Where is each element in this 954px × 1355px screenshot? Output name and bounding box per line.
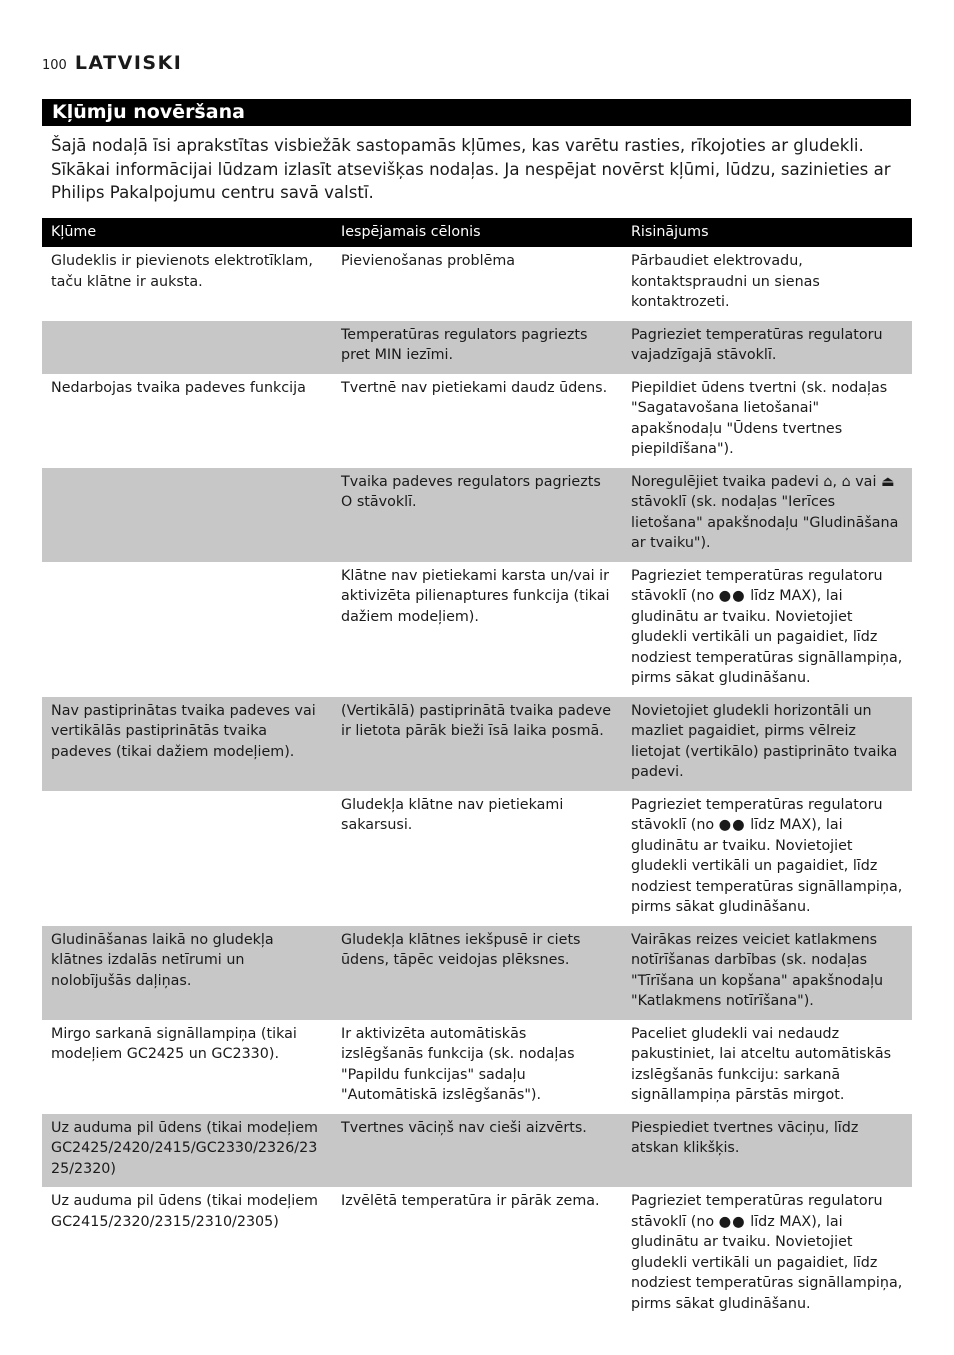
solution-cell: Piepildiet ūdens tvertni (sk. nodaļas "Sagatavošana lietošanai" apakšnodaļu "Ūdens tvertnes piepildīšana"). [631,379,888,457]
intro-paragraph: Šajā nodaļā īsi aprakstītas visbiežāk sastopamās kļūmes, kas varētu rasties, rīkojoties ar gludekli. Sīkākai informācijai lūdzam izlasīt atsevišķas nodaļas. Ja nespējat novērst kļūmi, lūdzu, sazinieties ar Philips Pakalpojumu centru savā valstī. [51,136,891,202]
cause-cell: Klātne nav pietiekami karsta un/vai ir aktivizēta pilienaptures funkcija (tikai dažiem modeļiem). [341,567,610,625]
problem-cell [42,321,332,374]
problem-cell: Mirgo sarkanā signāllampiņa (tikai modeļiem GC2425 un GC2330). [51,1025,297,1062]
page-header [42,52,182,74]
solution-text: Pagrieziet temperatūras regulatoru stāvoklī (no [631,567,883,604]
table-row [42,697,912,791]
solution-text: vai [855,473,877,490]
temperature-dots-icon: ●● [718,588,746,604]
table-row [42,1187,912,1322]
cause-cell: Gludekļa klātne nav pietiekami sakarsusi. [341,796,564,833]
table-row [42,1020,912,1114]
table-row [42,791,912,926]
temperature-dots-icon: ●● [718,817,746,833]
problem-cell [42,562,332,697]
solution-cell: Piespiediet tvertnes vāciņu, līdz atskan klikšķis. [622,1114,912,1188]
column-header-solution: Risinājums [622,218,912,247]
problem-cell [42,468,332,562]
problem-cell: Gludināšanas laikā no gludekļa klātnes izdalās netīrumi un nolobījušās daļiņas. [42,926,332,1020]
section-title: Kļūmju novēršana [42,99,911,126]
table-row [42,562,912,697]
column-header-cause: Iespējamais cēlonis [332,218,622,247]
solution-cell: Pagrieziet temperatūras regulatoru vajadzīgajā stāvoklī. [622,321,912,374]
steam-high-icon: ⌂ [841,473,851,490]
cause-cell: Tvertnē nav pietiekami daudz ūdens. [341,379,608,396]
table-row [42,321,912,374]
language-heading: LATVISKI [74,52,183,74]
solution-text: Pagrieziet temperatūras regulatoru stāvoklī (no [631,796,883,833]
cause-cell: Gludekļa klātnes iekšpusē ir ciets ūdens, tāpēc veidojas plēksnes. [332,926,622,1020]
cause-cell: (Vertikālā) pastiprinātā tvaika padeve ir lietota pārāk bieži īsā laika posmā. [332,697,622,791]
problem-cell [42,791,332,926]
solution-text: Pagrieziet temperatūras regulatoru stāvoklī (no [631,1193,883,1230]
problem-cell: Nav pastiprinātas tvaika padeves vai vertikālās pastiprinātās tvaika padeves (tikai dažiem modeļiem). [42,697,332,791]
temperature-dots-icon: ●● [718,1213,746,1230]
solution-cell: Novietojiet gludekli horizontāli un mazliet pagaidiet, pirms vēlreiz lietojat (vertikālo) pastiprināto tvaika padevi. [622,697,912,791]
steam-max-icon: ⏏ [880,473,895,490]
cause-cell: Ir aktivizēta automātiskās izslēgšanās funkcija (sk. nodaļas "Papildu funkcijas" sadaļu "Automātiskā izslēgšanās"). [341,1025,575,1103]
table-row [42,1114,912,1188]
cause-cell [332,468,622,562]
troubleshooting-table [42,218,912,1322]
cause-text: Tvaika padeves regulators pagriezts [341,473,601,490]
page-number: 100 [42,58,67,73]
solution-cell: Paceliet gludekli vai nedaudz pakustiniet, lai atceltu automātiskās izslēgšanās funkciju: sarkanā signāllampiņa pārstās mirgot. [631,1025,892,1103]
solution-cell: Noregulējiet tvaika padevi ⌂, ⌂ vai ⏏ stāvoklī (sk. nodaļas "Ierīces lietošana" apakšnodaļu "Gludināšana ar tvaiku"). [622,468,912,562]
cause-cell: Pievienošanas problēma [341,253,516,269]
solution-cell: Pārbaudiet elektrovadu, kontaktspraudni un sienas kontaktrozeti. [631,253,820,310]
table-row [42,247,912,321]
steam-off-icon: O [341,494,353,510]
table-row [42,374,912,468]
solution-cell [622,1187,912,1322]
problem-cell: Gludeklis ir pievienots elektrotīklam, taču klātne ir auksta. [51,253,313,290]
problem-cell: Uz auduma pil ūdens (tikai modeļiem GC2425/2420/2415/GC2330/2326/23 25/2320) [42,1114,332,1188]
cause-cell: Temperatūras regulators pagriezts pret MIN iezīmi. [332,321,622,374]
solution-text: stāvoklī (sk. nodaļas "Ierīces lietošana" apakšnodaļu "Gludināšana ar tvaiku"). [631,494,899,551]
solution-text: līdz MAX), lai gludinātu ar tvaiku. Novietojiet gludekli vertikāli un pagaidiet, līdz nodziest temperatūras signāllampiņa, pirms sākat gludināšanu. [631,588,903,686]
solution-cell: Vairākas reizes veiciet katlakmens notīrīšanas darbības (sk. nodaļas "Tīrīšana un kopšana" apakšnodaļu "Katlakmens notīrīšana"). [622,926,912,1020]
problem-cell: Nedarbojas tvaika padeves funkcija [51,379,306,396]
table-header-row [42,218,912,247]
solution-cell [622,791,912,926]
solution-cell [622,562,912,697]
cause-text: stāvoklī. [356,494,417,510]
solution-text: līdz MAX), lai gludinātu ar tvaiku. Novietojiet gludekli vertikāli un pagaidiet, līdz nodziest temperatūras signāllampiņa, pirms sākat gludināšanu. [631,817,903,915]
cause-cell: Tvertnes vāciņš nav cieši aizvērts. [332,1114,622,1188]
table-row [42,926,912,1020]
table-row [42,468,912,562]
solution-text: Noregulējiet tvaika padevi [631,473,819,490]
steam-low-icon: ⌂ [823,473,833,490]
problem-cell: Uz auduma pil ūdens (tikai modeļiem GC2415/2320/2315/2310/2305) [51,1193,318,1230]
cause-cell: Izvēlētā temperatūra ir pārāk zema. [341,1193,600,1209]
column-header-problem: Kļūme [42,218,332,247]
solution-text: līdz MAX), lai gludinātu ar tvaiku. Novietojiet gludekli vertikāli un pagaidiet, līdz nodziest temperatūras signāllampiņa, pirms sākat gludināšanu. [631,1213,903,1312]
